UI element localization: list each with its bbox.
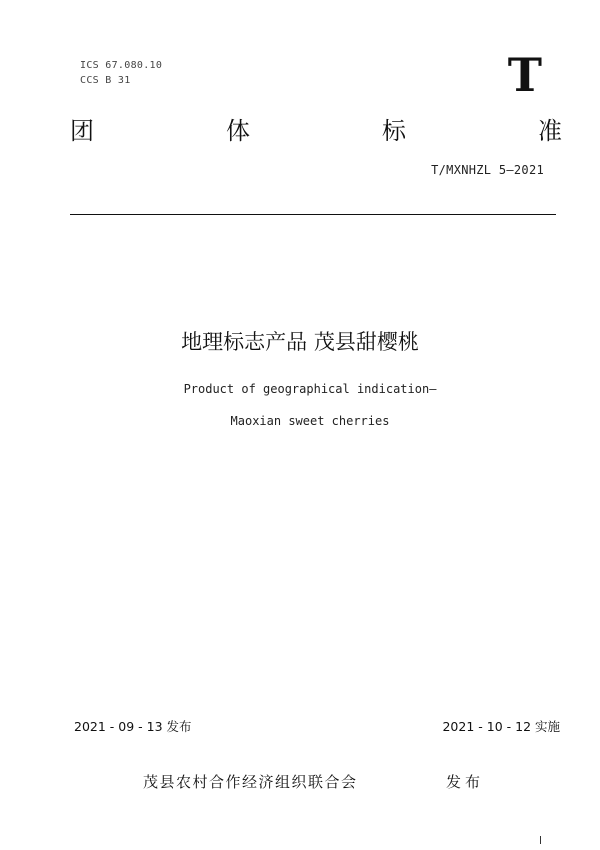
- standard-code: T/MXNHZL 5—2021: [431, 163, 544, 177]
- classification-codes: [80, 58, 162, 88]
- implementation-date: 2021 - 10 - 12 实施: [442, 719, 560, 734]
- standard-letter-mark: T: [507, 48, 542, 102]
- page-mark: [540, 836, 541, 844]
- publisher-name: 茂县农村合作经济组织联合会: [143, 773, 358, 791]
- publish-label: 发布: [446, 773, 485, 791]
- standard-type-char-3: 标: [382, 117, 406, 145]
- english-title-line-2: Maoxian sweet cherries: [230, 414, 390, 428]
- issue-date: 2021 - 09 - 13 发布: [74, 719, 192, 734]
- english-title-line-1: Product of geographical indication—: [183, 382, 437, 396]
- chinese-title: 地理标志产品 茂县甜樱桃: [181, 330, 419, 354]
- standard-type-char-4: 准: [538, 117, 562, 145]
- standard-type-heading: [70, 116, 562, 146]
- standard-type-char-1: 团: [70, 117, 94, 145]
- ics-code: ICS 67.080.10: [80, 60, 163, 71]
- standard-type-char-2: 体: [226, 117, 250, 145]
- ccs-code: CCS B 31: [80, 75, 131, 86]
- header-divider: [70, 214, 556, 215]
